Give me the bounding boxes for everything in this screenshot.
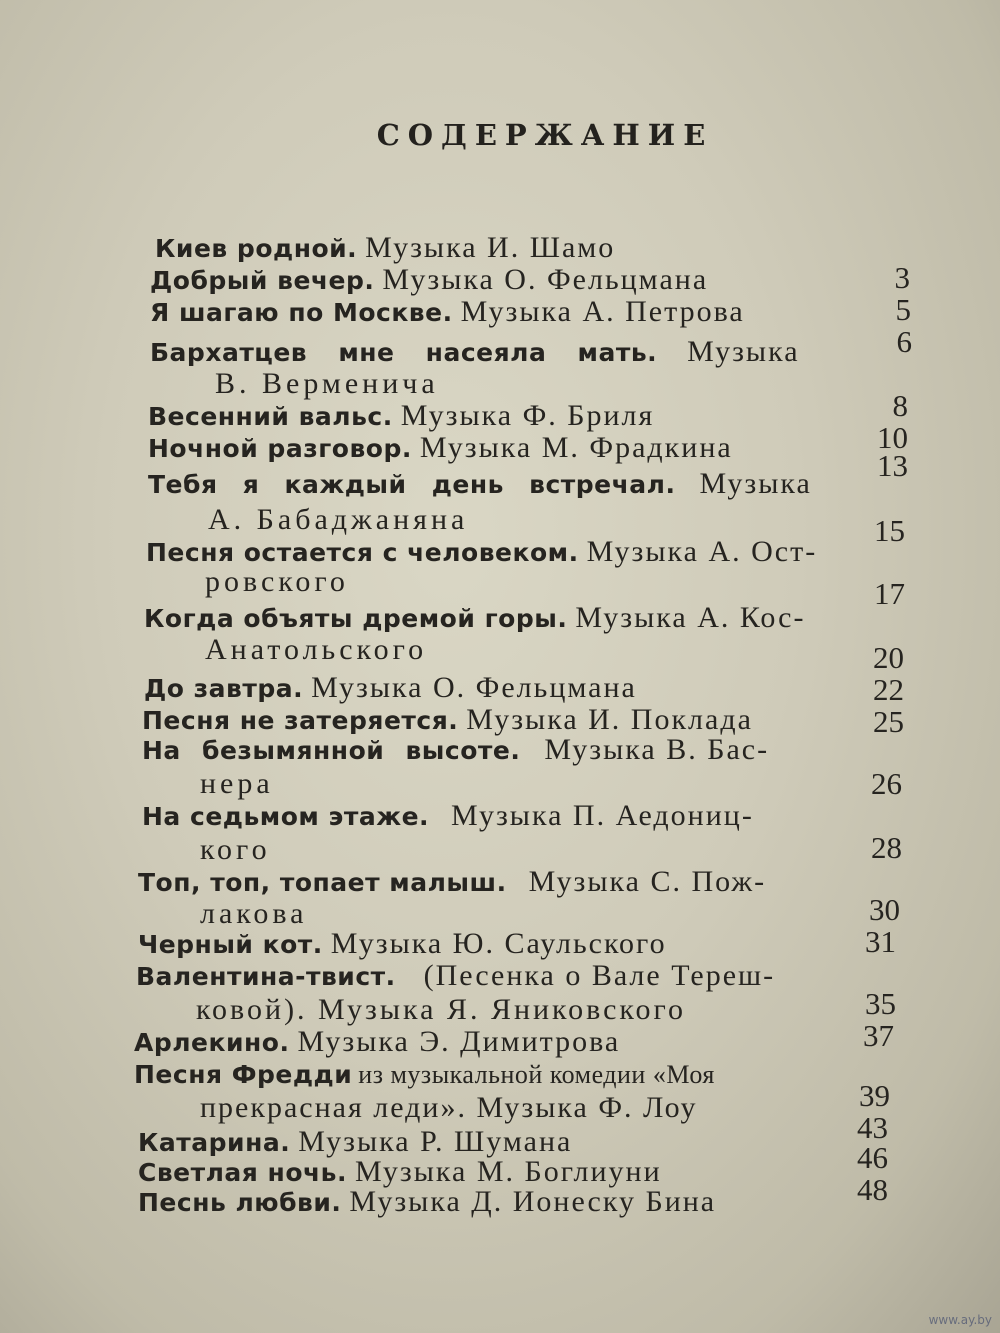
toc-entry-continuation	[208, 504, 468, 536]
watermark-text: www.ay.by	[928, 1313, 992, 1327]
toc-entry-continuation	[200, 1092, 697, 1124]
composer-credit: Музыка Д. Ионеску Бина	[349, 1185, 717, 1218]
toc-entry	[142, 800, 754, 833]
composer-credit: Музыка И. Шамо	[365, 231, 616, 264]
song-title: Катарина.	[138, 1128, 291, 1157]
composer-credit: Музыка А. Ост-	[586, 535, 818, 568]
composer-credit: ровского	[205, 565, 349, 598]
toc-entry	[144, 602, 805, 635]
composer-credit: Музыка М. Фрадкина	[419, 431, 733, 464]
page-number: 6	[896, 324, 912, 359]
composer-credit: из музыкальной комедии «Моя	[358, 1060, 715, 1089]
song-title: До завтра.	[144, 674, 304, 703]
composer-credit: Анатольского	[205, 633, 428, 666]
toc-entry	[148, 400, 654, 433]
page-number: 8	[892, 388, 908, 423]
song-title: На седьмом этаже.	[142, 802, 430, 831]
composer-credit: Музыка А. Петрова	[460, 295, 745, 328]
song-title: Ночной разговор.	[148, 434, 412, 463]
composer-credit: (Песенка о Вале Тереш-	[423, 959, 776, 992]
composer-credit: Музыка Ф. Бриля	[400, 399, 655, 432]
song-title: Бархатцев мне насеяла мать.	[150, 338, 658, 367]
page-number: 28	[871, 830, 902, 865]
composer-credit: Музыка О. Фельцмана	[311, 671, 637, 704]
toc-entry	[134, 1026, 620, 1059]
page-number: 20	[873, 640, 904, 675]
composer-credit: Музыка Ю. Саульского	[330, 927, 667, 960]
composer-credit: Музыка П. Аедониц-	[451, 799, 754, 832]
page-number: 17	[874, 576, 905, 611]
page-number: 10	[877, 420, 908, 455]
song-title: Песнь любви.	[138, 1188, 342, 1217]
page-number: 5	[895, 292, 911, 327]
page-number: 26	[871, 766, 902, 801]
song-title: Песня Фредди	[134, 1060, 353, 1089]
song-title: Черный кот.	[138, 930, 323, 959]
page-number: 37	[863, 1018, 894, 1053]
song-title: Топ, топ, топает малыш.	[138, 868, 507, 897]
toc-entry	[148, 432, 733, 465]
page-number: 3	[894, 260, 910, 295]
toc-entry	[142, 734, 769, 767]
toc-entry	[134, 1058, 715, 1091]
song-title: Когда объяты дремой горы.	[144, 604, 568, 633]
song-title: Валентина-твист.	[136, 962, 396, 991]
toc-entry	[150, 264, 708, 297]
composer-credit: А. Бабаджаняна	[208, 503, 469, 536]
page-title: СОДЕРЖАНИЕ	[376, 118, 714, 152]
page-number: 35	[865, 986, 896, 1021]
toc-entry	[150, 336, 800, 369]
toc-entry	[155, 232, 615, 265]
page-number: 22	[873, 672, 904, 707]
toc-entry	[138, 866, 766, 899]
composer-credit: Музыка	[687, 335, 800, 368]
page-number: 48	[857, 1172, 888, 1207]
toc-entry-continuation	[200, 768, 274, 800]
toc-entry	[148, 468, 812, 501]
page-number: 30	[869, 892, 900, 927]
song-title: Весенний вальс.	[148, 402, 393, 431]
song-title: Арлекино.	[134, 1028, 290, 1057]
page-number: 13	[877, 448, 908, 483]
page-number: 25	[873, 704, 904, 739]
composer-credit: Музыка С. Пож-	[528, 865, 767, 898]
composer-credit: прекрасная леди». Музыка Ф. Лоу	[200, 1091, 698, 1124]
song-title: Тебя я каждый день встречал.	[148, 470, 676, 499]
composer-credit: ковой). Музыка Я. Яниковского	[196, 993, 687, 1026]
composer-credit: нера	[200, 767, 274, 800]
toc-entry-continuation	[200, 898, 307, 930]
page-number: 46	[857, 1140, 888, 1175]
toc-entry-continuation	[205, 566, 349, 598]
song-title: Песня остается с человеком.	[146, 538, 579, 567]
song-title: Добрый вечер.	[150, 266, 375, 295]
song-title: На безымянной высоте.	[142, 736, 521, 765]
toc-entry	[150, 296, 745, 329]
composer-credit: кого	[200, 833, 271, 866]
song-title: Светлая ночь.	[138, 1158, 347, 1187]
page-number: 31	[865, 924, 896, 959]
composer-credit: Музыка Э. Димитрова	[297, 1025, 621, 1058]
page-number: 43	[857, 1110, 888, 1145]
page-number: 39	[859, 1078, 890, 1113]
toc-entry	[136, 960, 775, 993]
toc-entry-continuation	[196, 994, 686, 1026]
composer-credit: Музыка А. Кос-	[575, 601, 806, 634]
composer-credit: Музыка М. Боглиуни	[354, 1155, 662, 1188]
toc-entry-continuation	[215, 368, 439, 400]
toc-entry	[138, 928, 667, 961]
composer-credit: В. Верменича	[215, 367, 439, 400]
composer-credit: Музыка И. Поклада	[466, 703, 753, 736]
song-title: Киев родной.	[155, 234, 358, 263]
toc-entry	[144, 672, 637, 705]
composer-credit: Музыка В. Бас-	[544, 733, 770, 766]
toc-entry-continuation	[205, 634, 427, 666]
composer-credit: Музыка Р. Шумана	[298, 1125, 573, 1158]
page-number: 15	[874, 513, 905, 548]
composer-credit: Музыка	[699, 467, 812, 500]
song-title: Я шагаю по Москве.	[150, 298, 453, 327]
composer-credit: лакова	[200, 897, 308, 930]
toc-entry-continuation	[200, 834, 271, 866]
toc-entry	[138, 1186, 716, 1219]
composer-credit: Музыка О. Фельцмана	[382, 263, 709, 296]
song-title: Песня не затеряется.	[142, 706, 459, 735]
